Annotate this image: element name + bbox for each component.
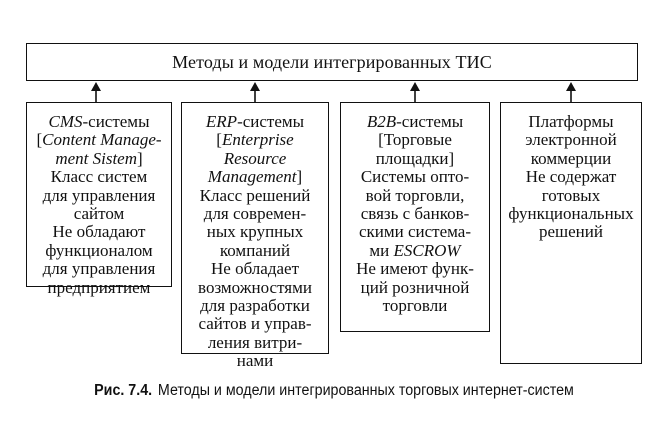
- box-text-line: [182, 297, 328, 315]
- cms-systems-box: [26, 102, 172, 297]
- box-text-line: [341, 223, 489, 241]
- box-text-run: электронной: [525, 130, 617, 150]
- box-text-run: Системы опто-: [360, 167, 470, 187]
- box-text-line: [27, 242, 171, 260]
- box-text-line: [27, 223, 171, 241]
- box-text-run: B2B: [366, 112, 397, 131]
- box-text-line: [182, 242, 328, 260]
- box-text-line: [182, 279, 328, 297]
- box-text-line: [501, 205, 641, 223]
- box-text-run: сайтом: [73, 204, 125, 224]
- box-text-run: решений: [539, 222, 603, 242]
- box-text-run: скими система-: [358, 222, 472, 242]
- box-text-line: [27, 168, 171, 186]
- box-text-line: [182, 352, 328, 370]
- box-text-run: Не обладает: [211, 259, 299, 279]
- box-text-run: для современ-: [203, 204, 307, 224]
- box-text-run: CMS: [48, 112, 83, 131]
- box-text-line: [341, 279, 489, 297]
- box-text-line: [27, 150, 171, 168]
- box-text-run: -системы: [82, 112, 150, 131]
- figure-caption: [27, 382, 642, 400]
- box-text-run: [: [216, 130, 222, 150]
- box-text-run: Management: [207, 167, 297, 187]
- figure-number: Рис. 7.4.: [94, 382, 153, 399]
- box-text-run: функционалом: [45, 240, 153, 260]
- box-text-line: [182, 187, 328, 205]
- box-text-line: [27, 187, 171, 205]
- box-text-run: Платформы: [528, 112, 614, 131]
- box-text-line: [341, 260, 489, 278]
- box-text-line: [341, 168, 489, 186]
- box-text-line: [27, 205, 171, 223]
- box-text-run: коммерции: [530, 148, 612, 168]
- box-text-run: Enterprise: [221, 130, 294, 150]
- box-text-run: Не содержат: [525, 167, 617, 187]
- box-text-run: ERP: [205, 112, 238, 131]
- box-text-run: ESCROW: [393, 240, 461, 260]
- box-text-line: [341, 113, 489, 131]
- erp-systems-box: [181, 102, 329, 371]
- b2b-systems-box: [340, 102, 490, 332]
- box-text-run: ment Sistem: [55, 148, 137, 168]
- box-text-line: [27, 131, 171, 149]
- box-text-line: [501, 113, 641, 131]
- box-text-line: [182, 168, 328, 186]
- box-text-line: [182, 260, 328, 278]
- arrow-b2b: [410, 82, 420, 102]
- box-text-run: компаний: [219, 240, 291, 260]
- box-text-line: [501, 150, 641, 168]
- box-text-line: [341, 205, 489, 223]
- box-text-run: ления витри-: [207, 332, 303, 352]
- box-text-line: [341, 297, 489, 315]
- box-text-line: [182, 223, 328, 241]
- box-text-run: Content Manage-: [42, 130, 162, 150]
- box-text-line: [341, 150, 489, 168]
- box-text-run: Не обладают: [52, 222, 146, 242]
- figure-caption-text: Методы и модели интегрированных торговых интернет-систем: [157, 382, 574, 399]
- box-text-line: [182, 113, 328, 131]
- box-text-run: возможностями: [198, 277, 312, 297]
- box-text-run: функциональных: [508, 204, 634, 224]
- box-text-run: ных крупных: [206, 222, 304, 242]
- box-text-line: [182, 150, 328, 168]
- box-text-line: [27, 113, 171, 131]
- arrow-cms: [91, 82, 101, 102]
- box-text-line: [501, 168, 641, 186]
- box-text-line: [341, 187, 489, 205]
- box-text-line: [501, 187, 641, 205]
- box-text-line: [182, 334, 328, 352]
- box-text-run: [Торговые: [378, 130, 452, 150]
- box-text-line: [27, 260, 171, 278]
- box-text-line: [341, 131, 489, 149]
- box-text-run: готовых: [541, 185, 601, 205]
- box-text-run: Не имеют функ-: [356, 259, 474, 279]
- box-text-run: Класс систем: [50, 167, 148, 187]
- box-text-run: [: [36, 130, 43, 150]
- box-text-line: [341, 242, 489, 260]
- box-text-line: [27, 279, 171, 297]
- box-text-run: вой торговли,: [365, 185, 465, 205]
- box-text-run: Resource: [223, 148, 287, 168]
- box-text-line: [182, 205, 328, 223]
- box-text-run: площадки]: [375, 148, 455, 168]
- box-text-run: -системы: [237, 112, 305, 131]
- arrow-ecom: [566, 82, 576, 102]
- ecommerce-platforms-box: [500, 102, 642, 364]
- box-text-run: Класс решений: [199, 185, 311, 205]
- top-node-box: [26, 43, 638, 81]
- top-node-label: Методы и модели интегрированных ТИС: [172, 51, 492, 72]
- box-text-line: [501, 131, 641, 149]
- box-text-run: ]: [296, 167, 303, 187]
- box-text-run: торговли: [382, 296, 448, 316]
- box-text-run: связь с банков-: [360, 204, 470, 224]
- box-text-run: ми: [369, 240, 394, 260]
- box-text-run: ]: [137, 148, 143, 168]
- box-text-run: ций розничной: [360, 277, 470, 297]
- box-text-run: -системы: [396, 112, 464, 131]
- box-text-run: предприятием: [47, 277, 151, 297]
- box-text-run: сайтов и управ-: [198, 314, 312, 334]
- box-text-run: для разработки: [200, 296, 310, 316]
- box-text-run: для управления: [42, 259, 156, 279]
- box-text-line: [501, 223, 641, 241]
- box-text-run: нами: [236, 351, 274, 371]
- arrow-erp: [250, 82, 260, 102]
- box-text-line: [182, 315, 328, 333]
- box-text-line: [182, 131, 328, 149]
- box-text-run: для управления: [42, 185, 156, 205]
